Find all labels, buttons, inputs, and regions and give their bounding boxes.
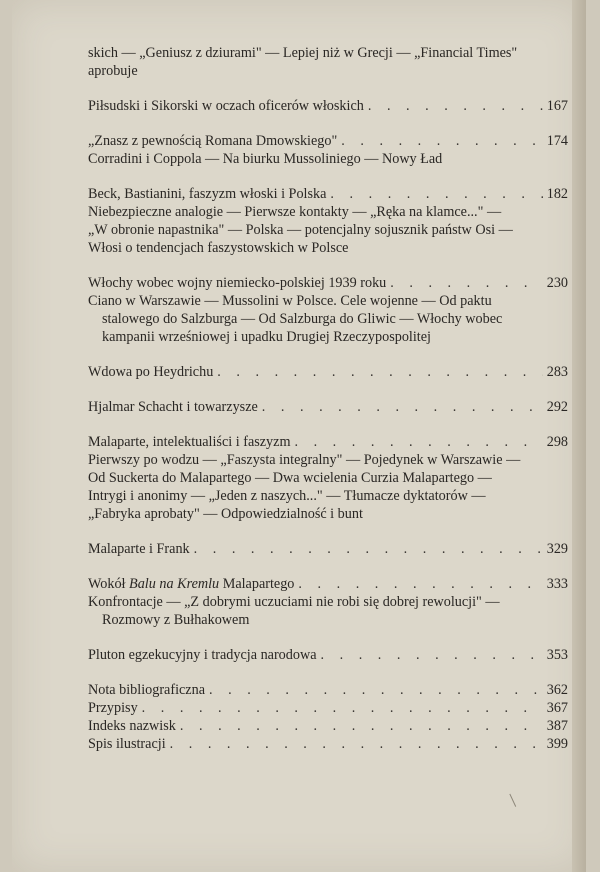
toc-entry bbox=[88, 274, 568, 346]
book-page bbox=[12, 0, 586, 872]
toc-entry bbox=[88, 646, 568, 664]
toc-entry bbox=[88, 97, 568, 115]
toc-entry-title: Indeks nazwisk bbox=[88, 718, 176, 734]
toc-entry-page: 353 bbox=[546, 647, 568, 663]
back-matter bbox=[88, 681, 568, 753]
toc-subtopics: stalowego do Salzburga — Od Salzburga do Gliwic — Włochy wobec bbox=[102, 311, 503, 327]
toc-subtopics: Ciano w Warszawie — Mussolini w Polsce. Cele wojenne — Od paktu bbox=[88, 293, 492, 309]
toc-subtopics: „Fabryka aprobaty" — Odpowiedzialność i bunt bbox=[88, 506, 363, 522]
toc-entry-page: 329 bbox=[546, 541, 568, 557]
toc-entry-title: Beck, Bastianini, faszyzm włoski i Polska bbox=[88, 186, 327, 202]
toc-entry bbox=[88, 540, 568, 558]
toc-entry-page: 182 bbox=[546, 186, 568, 202]
toc-entry-page: 367 bbox=[546, 700, 568, 716]
toc-entry-page: 298 bbox=[546, 434, 568, 450]
toc-entry-title: Malaparte, intelektualiści i faszyzm bbox=[88, 434, 291, 450]
paper-mark bbox=[509, 791, 521, 807]
toc-subtopics: Od Suckerta do Malapartego — Dwa wcielenia Curzia Malapartego — bbox=[88, 470, 492, 486]
page-edge bbox=[572, 0, 586, 872]
toc-entry-title: Hjalmar Schacht i towarzysze bbox=[88, 399, 258, 415]
toc-entry bbox=[88, 185, 568, 257]
toc-entry-title: Wdowa po Heydrichu bbox=[88, 364, 214, 380]
toc-entry-title: Malaparte i Frank bbox=[88, 541, 190, 557]
toc-entry-page: 333 bbox=[546, 576, 568, 592]
toc-subtopics: Rozmowy z Bułhakowem bbox=[102, 612, 250, 628]
toc-entry-title: Pluton egzekucyjny i tradycja narodowa bbox=[88, 647, 317, 663]
toc-continuation bbox=[88, 44, 568, 80]
table-of-contents bbox=[88, 44, 568, 753]
toc-entry-page: 387 bbox=[546, 718, 568, 734]
toc-entry-title: Spis ilustracji bbox=[88, 736, 166, 752]
toc-subtopics: Corradini i Coppola — Na biurku Mussoliniego — Nowy Ład bbox=[88, 151, 443, 167]
toc-subtopics: Konfrontacje — „Z dobrymi uczuciami nie robi się dobrej rewolucji" — bbox=[88, 594, 500, 610]
toc-entry-title: Nota bibliograficzna bbox=[88, 682, 205, 698]
toc-entry-page: 167 bbox=[546, 98, 568, 114]
toc-subtopics: kampanii wrześniowej i upadku Drugiej Rzeczypospolitej bbox=[102, 329, 431, 345]
toc-line: skich — „Geniusz z dziurami" — Lepiej niż w Grecji — „Financial Times" bbox=[88, 45, 518, 61]
toc-subtopics: „W obronie napastnika" — Polska — potencjalny sojusznik państw Osi — bbox=[88, 222, 513, 238]
toc-entry-page: 230 bbox=[546, 275, 568, 291]
toc-entry-page: 362 bbox=[546, 682, 568, 698]
toc-entry-page: 174 bbox=[546, 133, 568, 149]
toc-subtopics: Włosi o tendencjach faszystowskich w Polsce bbox=[88, 240, 349, 256]
toc-entry bbox=[88, 433, 568, 523]
toc-entry-page: 399 bbox=[546, 736, 568, 752]
toc-entry-page: 283 bbox=[546, 364, 568, 380]
toc-subtopics: Pierwszy po wodzu — „Faszysta integralny" — Pojedynek w Warszawie — bbox=[88, 452, 521, 468]
toc-entry bbox=[88, 132, 568, 168]
toc-entry-title: Włochy wobec wojny niemiecko-polskiej 1939 roku bbox=[88, 275, 387, 291]
toc-entry-title: Przypisy bbox=[88, 700, 138, 716]
toc-entry-title: „Znasz z pewnością Romana Dmowskiego" bbox=[88, 133, 338, 149]
toc-line: aprobuje bbox=[88, 63, 138, 79]
toc-entry-page: 292 bbox=[546, 399, 568, 415]
toc-entry-title: Wokół Balu na Kremlu Malapartego bbox=[88, 576, 295, 592]
toc-entry bbox=[88, 575, 568, 629]
toc-entry bbox=[88, 363, 568, 381]
toc-subtopics: Intrygi i anonimy — „Jeden z naszych..." — Tłumacze dyktatorów — bbox=[88, 488, 486, 504]
toc-subtopics: Niebezpieczne analogie — Pierwsze kontakty — „Ręka na klamce..." — bbox=[88, 204, 502, 220]
toc-entry bbox=[88, 398, 568, 416]
toc-entry-title: Piłsudski i Sikorski w oczach oficerów włoskich bbox=[88, 98, 364, 114]
book-title-italic: Balu na Kremlu bbox=[129, 576, 220, 592]
